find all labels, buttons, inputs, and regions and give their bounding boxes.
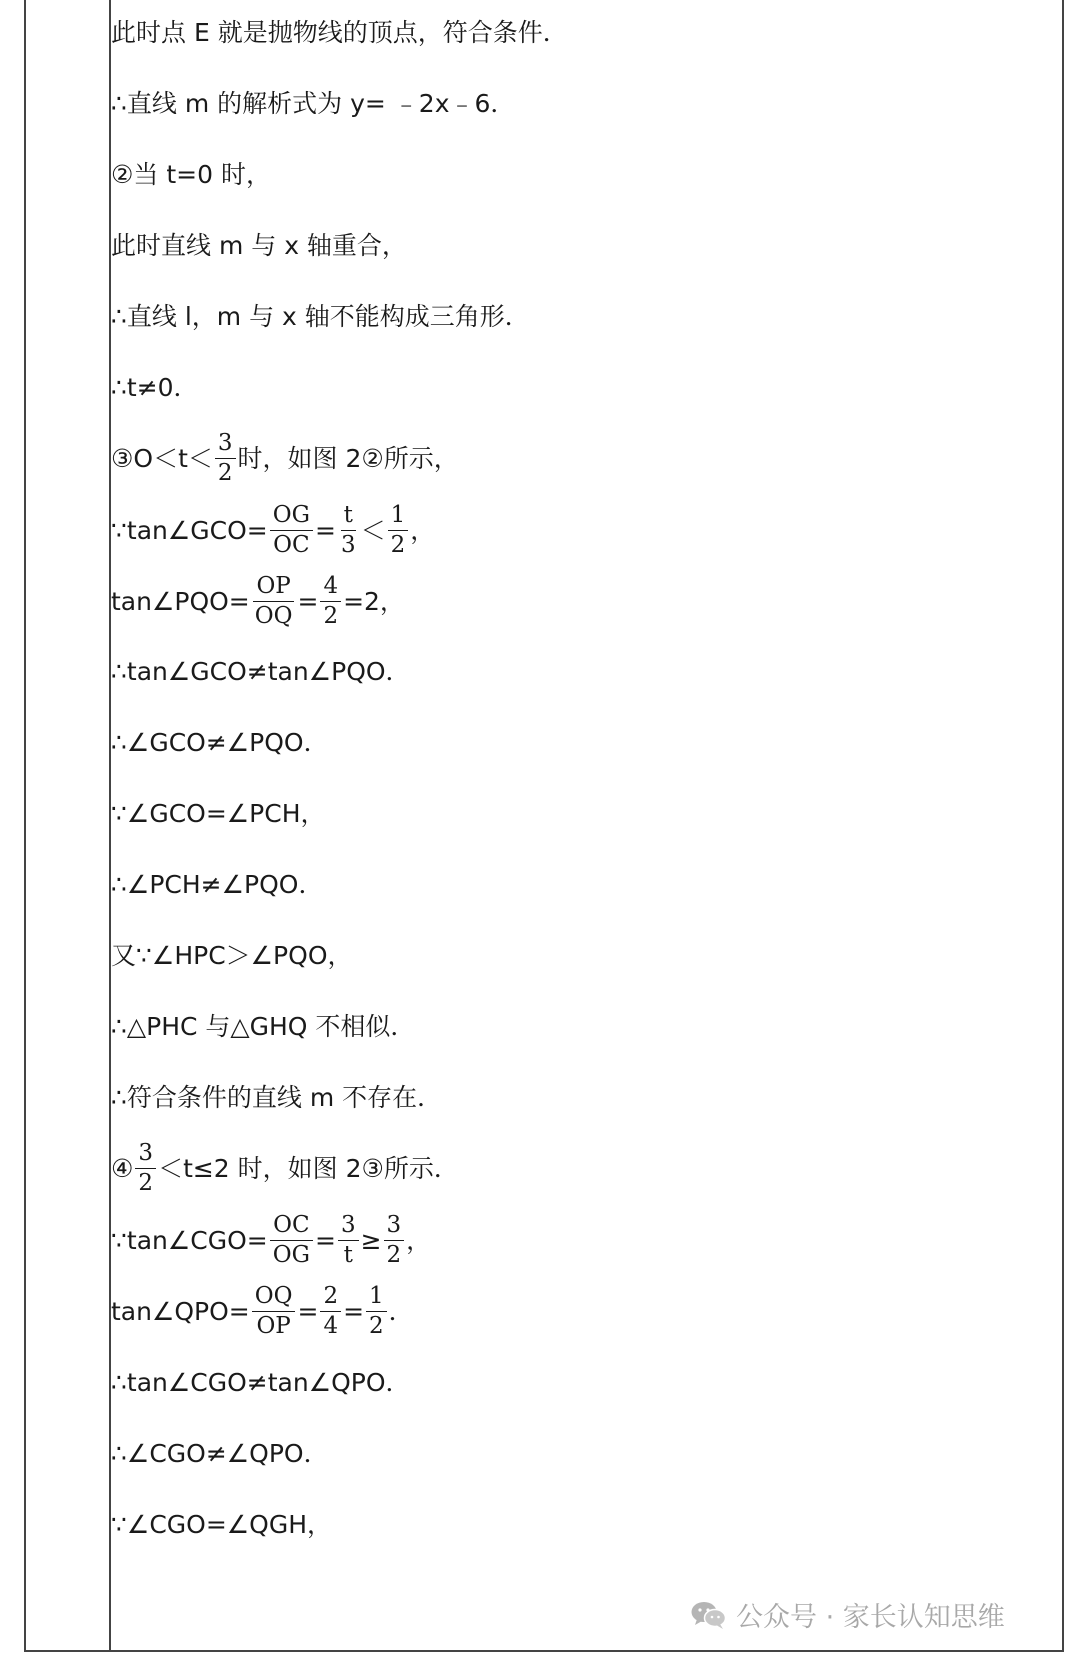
fraction: $\frac{OC}{OG}$ — [270, 1213, 313, 1266]
solution-line: ∴∠GCO≠∠PQO． — [111, 727, 329, 757]
fraction: $\frac{1}{2}$ — [366, 1284, 387, 1337]
fraction: $\frac{3}{t}$ — [338, 1213, 359, 1266]
solution-line: ∴tan∠GCO≠tan∠PQO． — [111, 656, 411, 686]
fraction: $\frac{4}{2}$ — [320, 574, 341, 627]
solution-line: ∴直线 m 的解析式为 y= ﹣2x﹣6． — [111, 88, 516, 118]
solution-line: ②当 t=0 时， — [111, 159, 271, 189]
fraction: $\frac{3}{2}$ — [384, 1213, 405, 1266]
watermark — [690, 1595, 1005, 1634]
solution-line: ∵∠CGO=∠QGH， — [111, 1509, 333, 1539]
fraction: $\frac{2}{4}$ — [320, 1284, 341, 1337]
solution-line: ∴∠CGO≠∠QPO． — [111, 1438, 329, 1468]
wechat-icon — [690, 1600, 728, 1630]
solution-line: ∴直线 l，m 与 x 轴不能构成三角形． — [111, 301, 530, 331]
solution-line: ∴△PHC 与△GHQ 不相似． — [111, 1011, 416, 1041]
table-right-border — [1062, 0, 1064, 1650]
solution-line: tan∠QPO= $\frac{OQ}{OP}$ = $\frac{2}{4}$ = $\frac{1}{2}$ ． — [111, 1283, 414, 1339]
solution-line: 又∵∠HPC＞∠PQO， — [111, 940, 353, 970]
fraction: $\frac{OP}{OQ}$ — [254, 573, 293, 629]
solution-line: ∴符合条件的直线 m 不存在． — [111, 1082, 443, 1112]
solution-line: ∵∠GCO=∠PCH， — [111, 798, 326, 828]
solution-line: ∴tan∠CGO≠tan∠QPO． — [111, 1367, 411, 1397]
fraction: $\frac{OQ}{OP}$ — [252, 1284, 296, 1337]
fraction: $\frac{OG}{OC}$ — [270, 503, 313, 556]
solution-line: ∴∠PCH≠∠PQO． — [111, 869, 324, 899]
solution-line: ③O＜t＜ $\frac{3}{2}$ 时，如图 2②所示， — [111, 430, 459, 486]
watermark-text: 公众号 · 家长认知思维 — [736, 1602, 1005, 1633]
solution-line: ④ $\frac{3}{2}$ ＜t≤2 时，如图 2③所示． — [111, 1140, 459, 1196]
solution-line: ∵tan∠GCO= $\frac{OG}{OC}$ = $\frac{t}{3}$ ＜ $\frac{1}{2}$ ， — [111, 502, 436, 558]
table-left-border — [24, 0, 26, 1650]
table-bottom-border — [24, 1650, 1064, 1652]
solution-line: 此时直线 m 与 x 轴重合， — [111, 230, 407, 260]
fraction: $\frac{1}{2}$ — [388, 503, 409, 556]
solution-line: ∴t≠0． — [111, 372, 199, 402]
fraction: $\frac{3}{2}$ — [215, 431, 236, 484]
fraction: $\frac{3}{2}$ — [135, 1141, 156, 1194]
solution-line: tan∠PQO= $\frac{OP}{OQ}$ = $\frac{4}{2}$ =2， — [111, 573, 405, 629]
solution-line: 此时点 E 就是抛物线的顶点，符合条件． — [111, 17, 568, 47]
solution-line: ∵tan∠CGO= $\frac{OC}{OG}$ = $\frac{3}{t}$ ≥ $\frac{3}{2}$ ， — [111, 1212, 432, 1268]
fraction: $\frac{t}{3}$ — [340, 502, 356, 558]
